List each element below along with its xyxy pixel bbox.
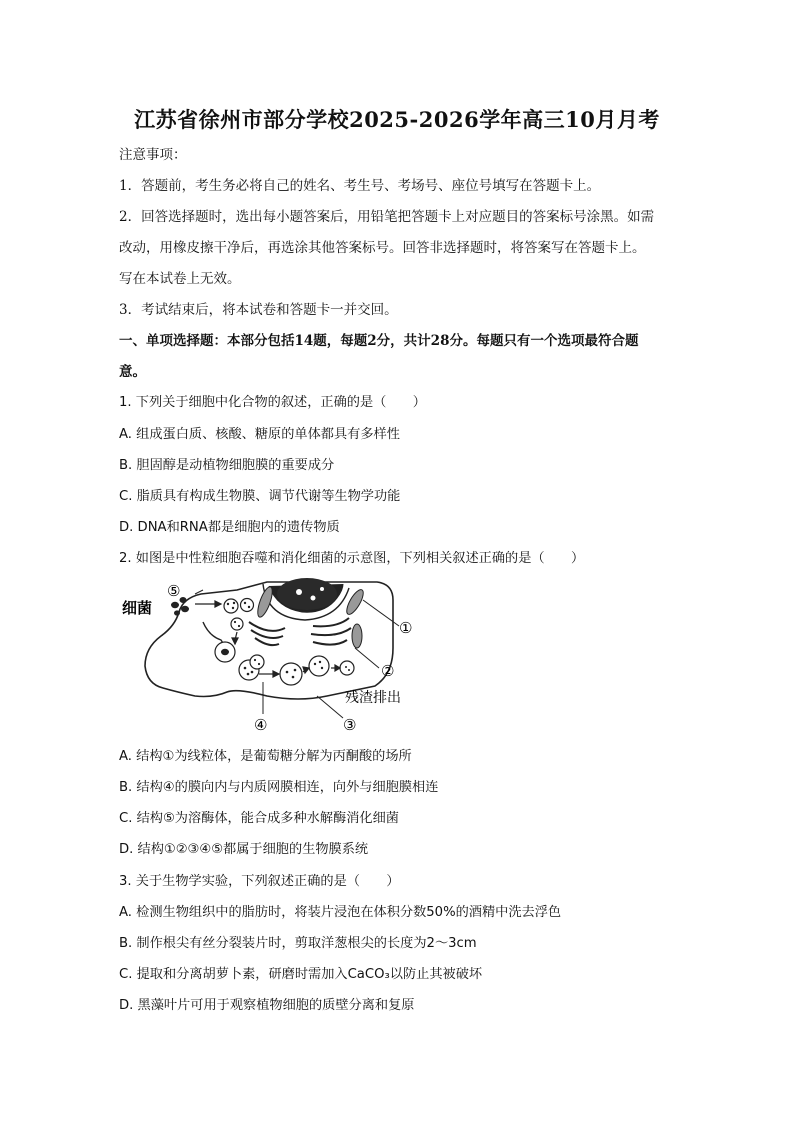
- label-bacteria: 细菌: [122, 599, 153, 617]
- question-3-option-d: D. 黑藻叶片可用于观察植物细胞的质壁分离和复原: [119, 998, 415, 1013]
- question-2-stem: 2. 如图是中性粒细胞吞噬和消化细菌的示意图，下列相关叙述正确的是（ ）: [119, 551, 585, 566]
- mitochondrion: [352, 624, 362, 648]
- question-3-stem: 3. 关于生物学实验，下列叙述正确的是（ ）: [119, 874, 400, 889]
- question-2-option-b: B. 结构④的膜向内与内质网膜相连，向外与细胞膜相连: [119, 780, 439, 795]
- neutrophil-diagram: [117, 578, 437, 736]
- question-1-stem: 1. 下列关于细胞中化合物的叙述，正确的是（ ）: [119, 395, 426, 410]
- marker-2: ②: [381, 662, 395, 680]
- question-3-option-a: A. 检测生物组织中的脂肪时，将装片浸泡在体积分数50%的酒精中洗去浮色: [119, 905, 562, 920]
- notice-item-2-line-1: 2．回答选择题时，选出每小题答案后，用铅笔把答题卡上对应题目的答案标号涂黑。如需: [119, 209, 655, 225]
- golgi: [249, 622, 285, 631]
- question-3-option-c: C. 提取和分离胡萝卜素，研磨时需加入CaCO₃以防止其被破坏: [119, 967, 483, 982]
- page-title: 江苏省徐州市部分学校2025-2026学年高三10月月考: [134, 107, 660, 132]
- notice-heading: 注意事项：: [119, 147, 187, 163]
- notice-item-2-line-3: 写在本试卷上无效。: [119, 271, 241, 287]
- question-2-option-d: D. 结构①②③④⑤都属于细胞的生物膜系统: [119, 842, 369, 857]
- question-3-option-b: B. 制作根尖有丝分裂装片时，剪取洋葱根尖的长度为2～3cm: [119, 936, 477, 951]
- notice-item-3: 3．考试结束后，将本试卷和答题卡一并交回。: [119, 302, 398, 318]
- marker-4: ④: [254, 716, 268, 734]
- section-heading-line-1: 一、单项选择题：本部分包括14题，每题2分，共计28分。每题只有一个选项最符合题: [119, 333, 639, 349]
- label-residue-excretion: 残渣排出: [345, 690, 401, 706]
- mitochondrion: [255, 585, 275, 618]
- question-2-option-c: C. 结构⑤为溶酶体，能合成多种水解酶消化细菌: [119, 811, 399, 826]
- question-2-option-a: A. 结构①为线粒体，是葡萄糖分解为丙酮酸的场所: [119, 749, 412, 764]
- marker-1: ①: [399, 619, 413, 637]
- notice-item-1: 1．答题前，考生务必将自己的姓名、考生号、考场号、座位号填写在答题卡上。: [119, 178, 601, 194]
- question-1-option-b: B. 胆固醇是动植物细胞膜的重要成分: [119, 458, 335, 473]
- notice-item-2-line-2: 改动，用橡皮擦干净后，再选涂其他答案标号。回答非选择题时，将答案写在答题卡上。: [119, 240, 646, 256]
- question-1-option-c: C. 脂质具有构成生物膜、调节代谢等生物学功能: [119, 489, 401, 504]
- question-1-option-d: D. DNA和RNA都是细胞内的遗传物质: [119, 520, 340, 535]
- section-heading-line-2: 意。: [119, 364, 146, 380]
- marker-3: ③: [343, 716, 357, 734]
- endoplasmic-reticulum: [313, 618, 349, 626]
- marker-5: ⑤: [167, 582, 181, 600]
- question-1-option-a: A. 组成蛋白质、核酸、糖原的单体都具有多样性: [119, 427, 400, 442]
